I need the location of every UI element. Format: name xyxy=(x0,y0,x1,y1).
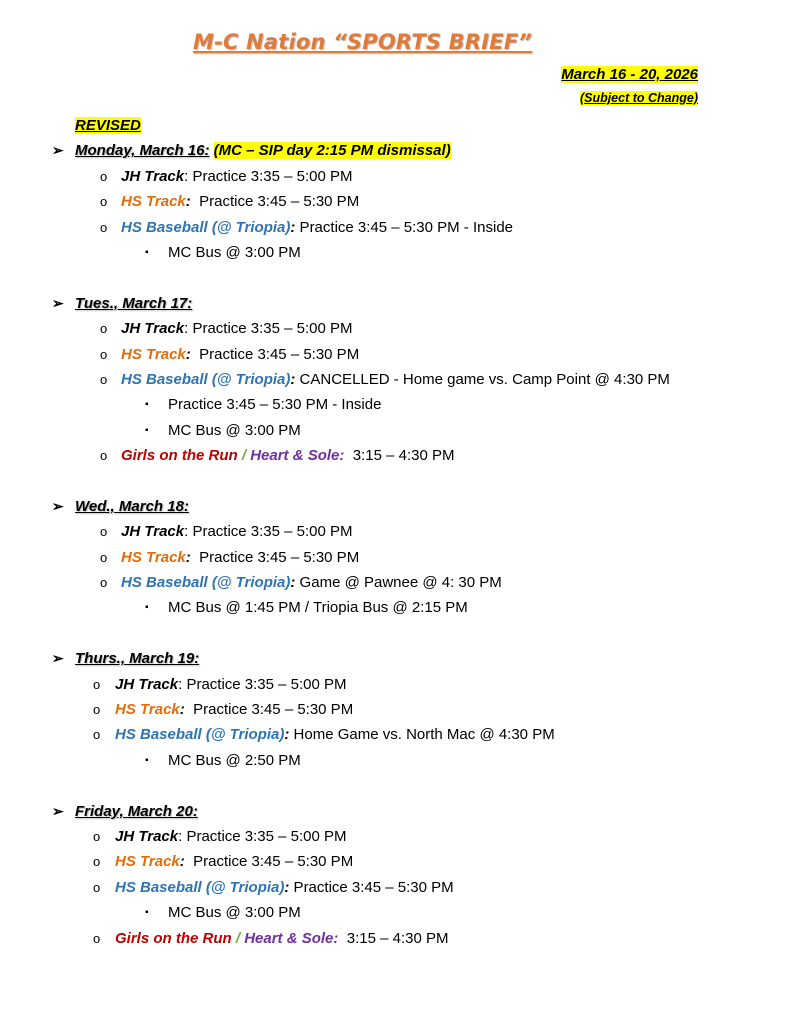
circle-bullet-icon: o xyxy=(100,575,108,591)
arrow-bullet-icon: ➢ xyxy=(52,497,64,514)
circle-bullet-icon: o xyxy=(93,879,101,895)
circle-bullet-icon: o xyxy=(100,194,108,210)
circle-bullet-icon: o xyxy=(100,321,108,337)
arrow-bullet-icon: ➢ xyxy=(52,142,64,159)
list-item: o JH Track: Practice 3:35 – 5:00 PM xyxy=(0,519,791,544)
day-header-tuesday: ➢ Tues., March 17: xyxy=(0,291,791,316)
sub-item: ▪ MC Bus @ 3:00 PM xyxy=(0,240,791,265)
revised-label: REVISED xyxy=(75,117,141,134)
circle-bullet-icon: o xyxy=(100,219,108,235)
subject-to-change-note: (Subject to Change) xyxy=(579,91,698,105)
list-item: o JH Track: Practice 3:35 – 5:00 PM xyxy=(0,824,791,849)
list-item: o Girls on the Run / Heart & Sole: 3:15 – 4:30 PM xyxy=(0,443,791,468)
circle-bullet-icon: o xyxy=(100,168,108,184)
square-bullet-icon: ▪ xyxy=(145,246,149,258)
circle-bullet-icon: o xyxy=(100,549,108,565)
sub-item: ▪ MC Bus @ 3:00 PM xyxy=(0,900,791,925)
arrow-bullet-icon: ➢ xyxy=(52,650,64,667)
circle-bullet-icon: o xyxy=(93,701,101,717)
day-note: (MC – SIP day 2:15 PM dismissal) xyxy=(213,142,451,160)
square-bullet-icon: ▪ xyxy=(145,399,149,411)
day-header-friday: ➢ Friday, March 20: xyxy=(0,799,791,824)
list-item: o Girls on the Run / Heart & Sole: 3:15 – 4:30 PM xyxy=(0,926,791,951)
list-item: o JH Track: Practice 3:35 – 5:00 PM xyxy=(0,672,791,697)
list-item: o JH Track: Practice 3:35 – 5:00 PM xyxy=(0,164,791,189)
square-bullet-icon: ▪ xyxy=(145,907,149,919)
arrow-bullet-icon: ➢ xyxy=(52,802,64,819)
list-item: o HS Baseball (@ Triopia): Practice 3:45 – 5:30 PM xyxy=(0,875,791,900)
circle-bullet-icon: o xyxy=(93,854,101,870)
day-header-monday: ➢ Monday, March 16: (MC – SIP day 2:15 PM dismissal) xyxy=(0,138,791,163)
list-item: o JH Track: Practice 3:35 – 5:00 PM xyxy=(0,316,791,341)
list-item: o HS Track: Practice 3:45 – 5:30 PM xyxy=(0,189,791,214)
circle-bullet-icon: o xyxy=(100,524,108,540)
arrow-bullet-icon: ➢ xyxy=(52,294,64,311)
sub-item: ▪ MC Bus @ 2:50 PM xyxy=(0,748,791,773)
day-header-wednesday: ➢ Wed., March 18: xyxy=(0,494,791,519)
square-bullet-icon: ▪ xyxy=(145,754,149,766)
square-bullet-icon: ▪ xyxy=(145,424,149,436)
list-item: o HS Baseball (@ Triopia): CANCELLED - Home game vs. Camp Point @ 4:30 PM xyxy=(0,367,791,392)
list-item: o HS Track: Practice 3:45 – 5:30 PM xyxy=(0,342,791,367)
list-item: o HS Track: Practice 3:45 – 5:30 PM xyxy=(0,849,791,874)
circle-bullet-icon: o xyxy=(100,448,108,464)
circle-bullet-icon: o xyxy=(100,346,108,362)
list-item: o HS Baseball (@ Triopia): Practice 3:45 – 5:30 PM - Inside xyxy=(0,215,791,240)
page-title: M-C Nation “SPORTS BRIEF” xyxy=(193,30,533,54)
day-header-thursday: ➢ Thurs., March 19: xyxy=(0,646,791,671)
sub-item: ▪ MC Bus @ 3:00 PM xyxy=(0,418,791,443)
date-range: March 16 - 20, 2026 xyxy=(561,66,698,83)
circle-bullet-icon: o xyxy=(93,828,101,844)
schedule xyxy=(0,113,791,951)
square-bullet-icon: ▪ xyxy=(145,602,149,614)
list-item: o HS Track: Practice 3:45 – 5:30 PM xyxy=(0,545,791,570)
circle-bullet-icon: o xyxy=(100,371,108,387)
sub-item: ▪ Practice 3:45 – 5:30 PM - Inside xyxy=(0,392,791,417)
circle-bullet-icon: o xyxy=(93,727,101,743)
list-item: o HS Baseball (@ Triopia): Home Game vs. North Mac @ 4:30 PM xyxy=(0,722,791,747)
circle-bullet-icon: o xyxy=(93,676,101,692)
circle-bullet-icon: o xyxy=(93,930,101,946)
list-item: o HS Track: Practice 3:45 – 5:30 PM xyxy=(0,697,791,722)
list-item: o HS Baseball (@ Triopia): Game @ Pawnee @ 4: 30 PM xyxy=(0,570,791,595)
sub-item: ▪ MC Bus @ 1:45 PM / Triopia Bus @ 2:15 PM xyxy=(0,595,791,620)
